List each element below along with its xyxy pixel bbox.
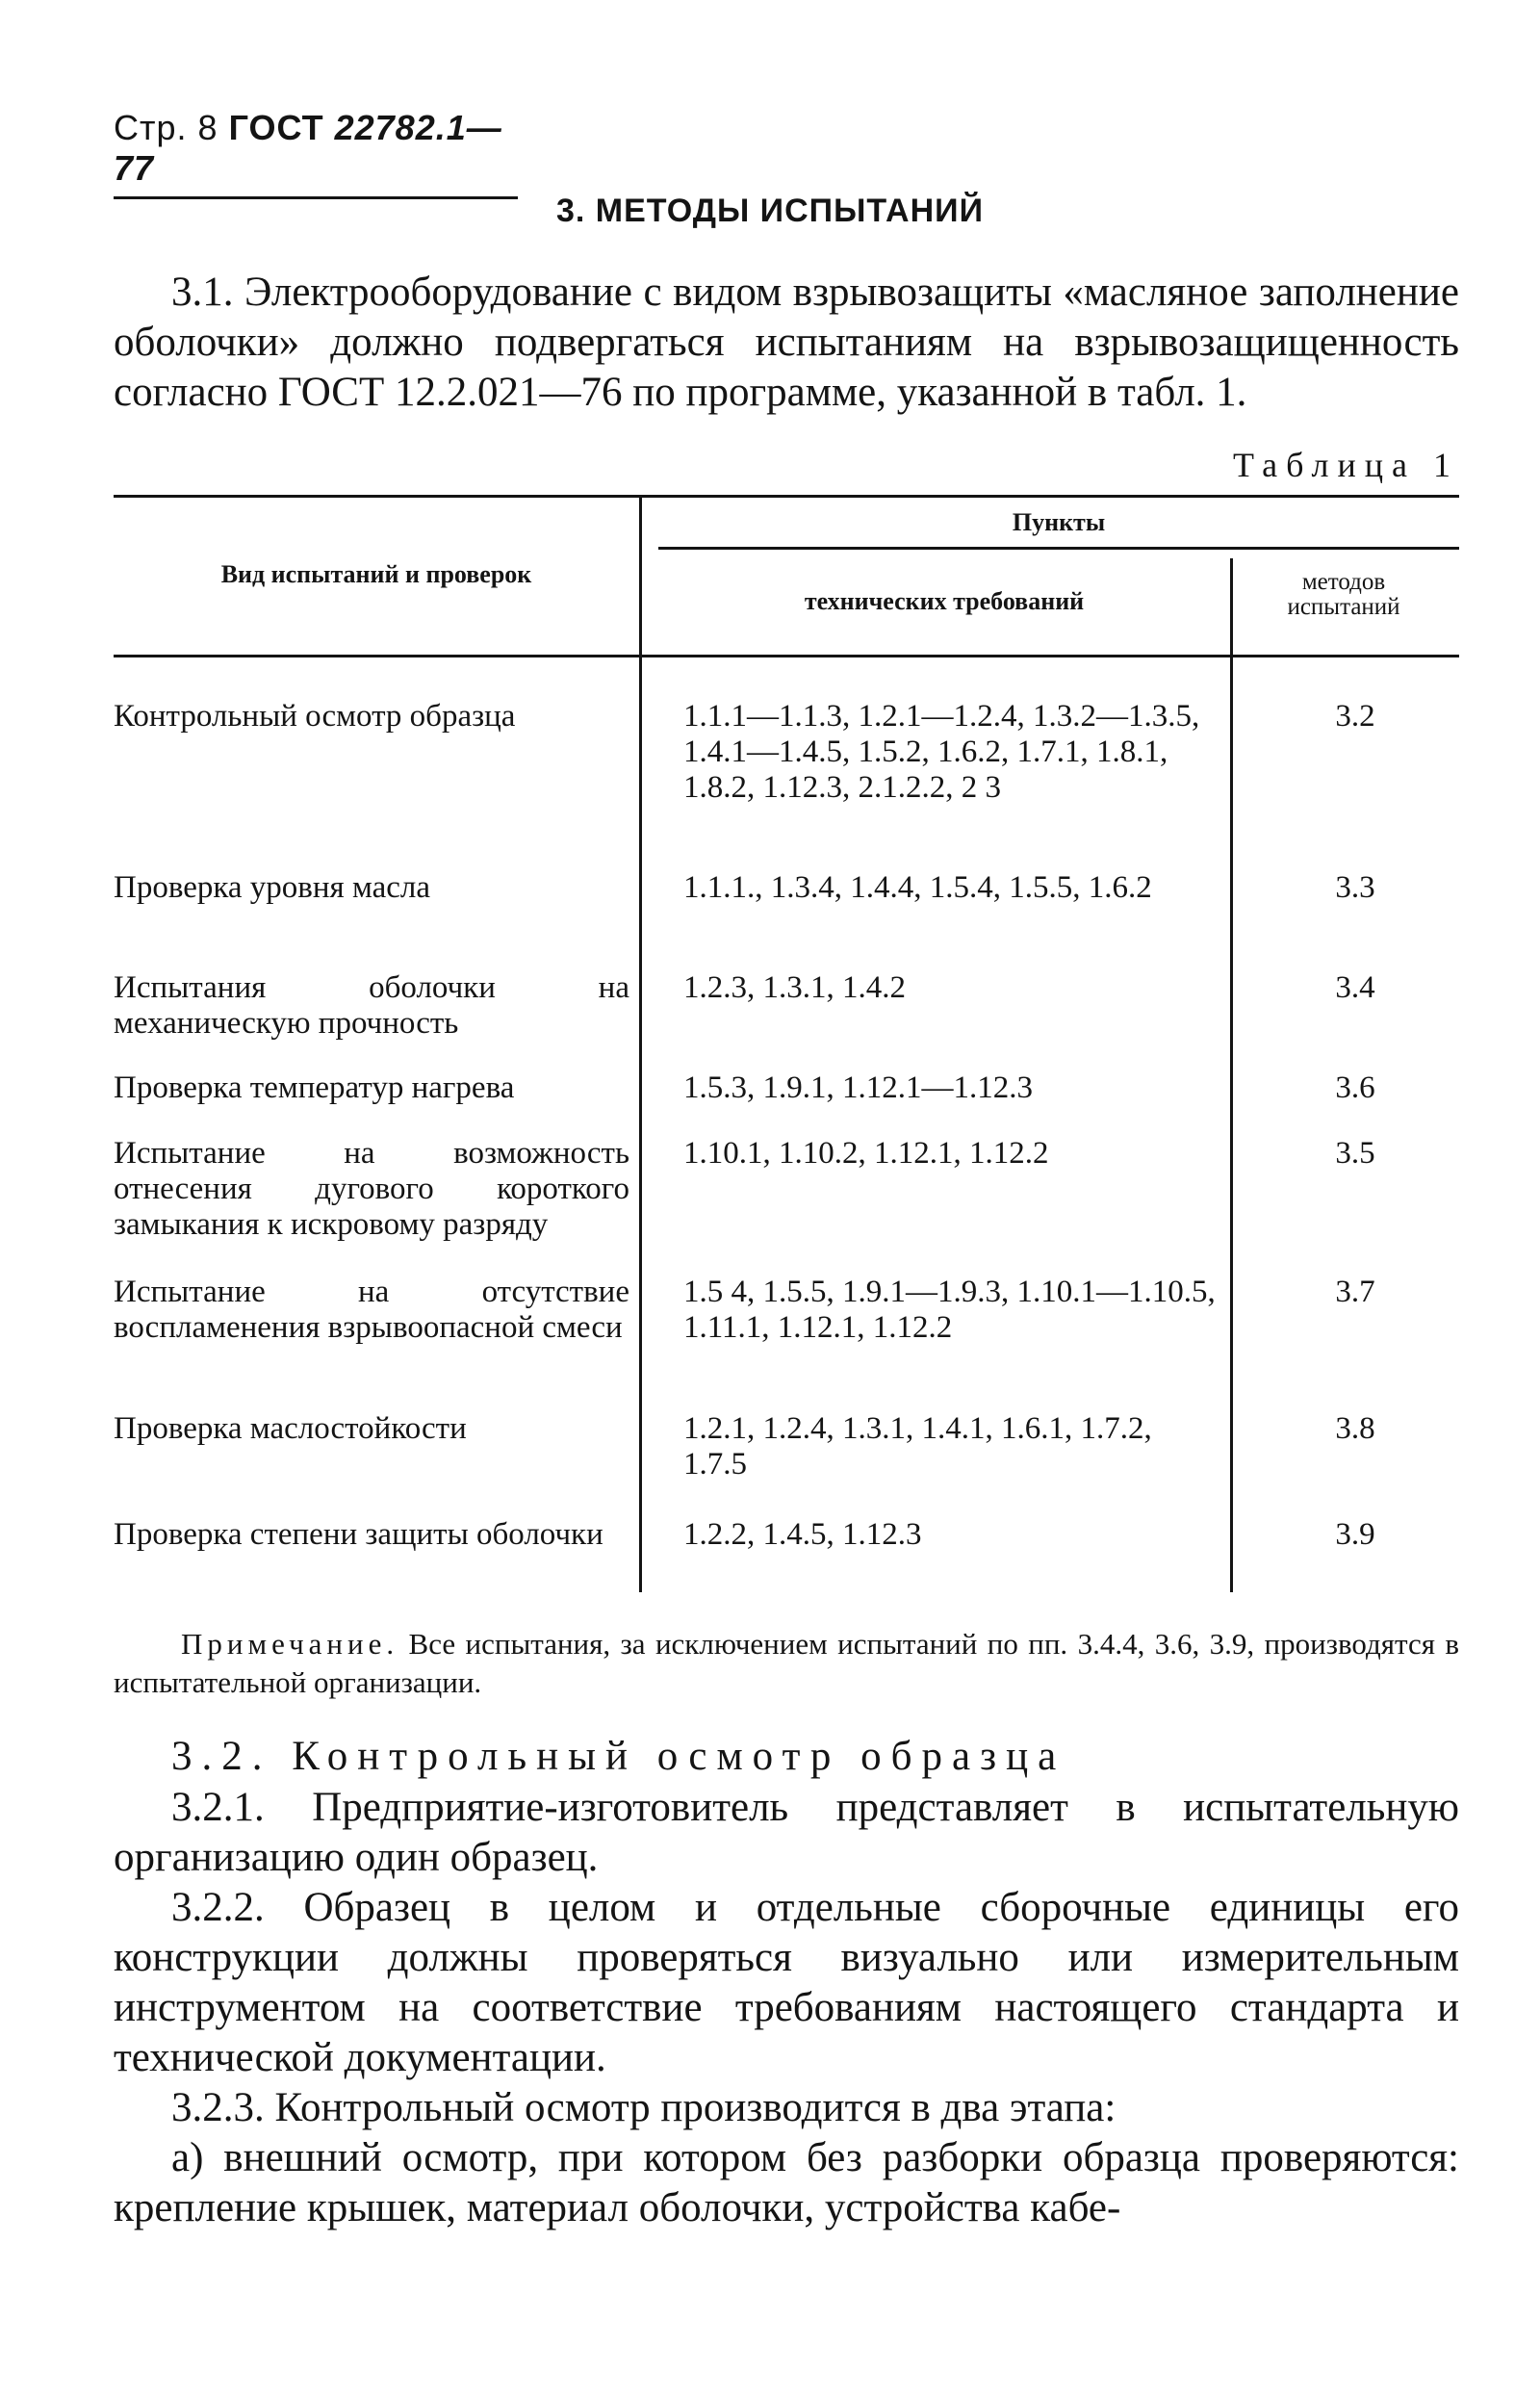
row-2-method: 3.3 bbox=[1335, 870, 1375, 905]
row-6-tech: 1.5 4, 1.5.5, 1.9.1—1.9.3, 1.10.1—1.10.5, 1.11.1, 1.12.1, 1.12.2 bbox=[683, 1275, 1216, 1345]
header-tech-requirements: технических требований bbox=[804, 587, 1085, 615]
paragraph-3-1: 3.1. Электрооборудование с видом взрывозащиты «масляное заполнение оболочки» должно подвергаться испытаниям на взрывозащищенность согласно ГОСТ 12.2.021—76 по программе, указанной в табл. 1. bbox=[114, 270, 1459, 415]
header-test-type: Вид испытаний и проверок bbox=[220, 560, 532, 588]
row-7-tech: 1.2.1, 1.2.4, 1.3.1, 1.4.1, 1.6.1, 1.7.2, 1.7.5 bbox=[683, 1411, 1152, 1482]
row-2-name: Проверка уровня масла bbox=[114, 870, 431, 905]
table-group-rule bbox=[658, 547, 1459, 550]
row-4-method: 3.6 bbox=[1335, 1070, 1375, 1105]
row-7-method: 3.8 bbox=[1335, 1411, 1375, 1446]
row-6-method: 3.7 bbox=[1335, 1275, 1375, 1309]
row-8-tech: 1.2.2, 1.4.5, 1.12.3 bbox=[683, 1517, 922, 1552]
table-header-rule bbox=[114, 655, 1459, 657]
subsection-title-3-2: 3.2. Контрольный осмотр образца bbox=[171, 1734, 1066, 1779]
page-number: Стр. 8 bbox=[114, 108, 218, 147]
paragraph-3-2-2: 3.2.2. Образец в целом и отдельные сборочные единицы его конструкции должны проверяться визуально или измерительным инструментом на соответствие требованиям настоящего стандарта и технической документации. bbox=[114, 1885, 1459, 2080]
row-8-method: 3.9 bbox=[1335, 1517, 1375, 1552]
note-text: Все испытания, за исключением испытаний по пп. 3.4.4, 3.6, 3.9, производятся в испытательной организации. bbox=[114, 1627, 1460, 1699]
row-2-tech: 1.1.1., 1.3.4, 1.4.4, 1.5.4, 1.5.5, 1.6.2 bbox=[683, 870, 1152, 905]
standard-number: 22782.1—77 bbox=[114, 108, 502, 188]
paragraph-a: а) внешний осмотр, при котором без разборки образца проверяются: крепление крышек, материал оболочки, устройства кабе- bbox=[114, 2135, 1459, 2230]
row-6-name: Испытание на отсутствие воспламенения взрывоопасной смеси bbox=[114, 1275, 629, 1345]
section-title: 3. МЕТОДЫ ИСПЫТАНИЙ bbox=[556, 193, 984, 229]
row-5-tech: 1.10.1, 1.10.2, 1.12.1, 1.12.2 bbox=[683, 1136, 1049, 1171]
header-points-group: Пункты bbox=[1012, 508, 1106, 536]
table-col1-divider bbox=[639, 495, 642, 1592]
page-header bbox=[114, 108, 518, 199]
row-4-name: Проверка температур нагрева bbox=[114, 1070, 515, 1105]
row-1-method: 3.2 bbox=[1335, 699, 1375, 734]
test-program-table bbox=[114, 495, 1459, 1592]
row-3-name: Испытания оболочки на механическую прочность bbox=[114, 970, 629, 1041]
row-5-name: Испытание на возможность отнесения дугового короткого замыкания к искровому разряду bbox=[114, 1136, 629, 1242]
table-label: Таблица 1 bbox=[1233, 446, 1459, 484]
row-3-tech: 1.2.3, 1.3.1, 1.4.2 bbox=[683, 970, 906, 1005]
row-7-name: Проверка маслостойкости bbox=[114, 1411, 467, 1446]
paragraph-3-2-1: 3.2.1. Предприятие-изготовитель представляет в испытательную организацию один образец. bbox=[114, 1785, 1459, 1880]
row-1-tech: 1.1.1—1.1.3, 1.2.1—1.2.4, 1.3.2—1.3.5, 1.4.1—1.4.5, 1.5.2, 1.6.2, 1.7.1, 1.8.1, 1.8.2, 1.12.3, 2.1.2.2, 2 3 bbox=[683, 699, 1200, 805]
table-col2-divider bbox=[1230, 558, 1233, 1592]
gost-label: ГОСТ bbox=[228, 108, 324, 147]
table-top-rule bbox=[114, 495, 1459, 498]
paragraph-3-2-3: 3.2.3. Контрольный осмотр производится в два этапа: bbox=[171, 2085, 1116, 2130]
row-1-name: Контрольный осмотр образца bbox=[114, 699, 516, 734]
row-4-tech: 1.5.3, 1.9.1, 1.12.1—1.12.3 bbox=[683, 1070, 1033, 1105]
row-8-name: Проверка степени защиты оболочки bbox=[114, 1517, 603, 1552]
row-3-method: 3.4 bbox=[1335, 970, 1375, 1005]
note-label: Примечание. bbox=[181, 1627, 399, 1661]
row-5-method: 3.5 bbox=[1335, 1136, 1375, 1171]
table-note bbox=[114, 1625, 1459, 1702]
header-test-methods: методов испытаний bbox=[1287, 569, 1400, 620]
